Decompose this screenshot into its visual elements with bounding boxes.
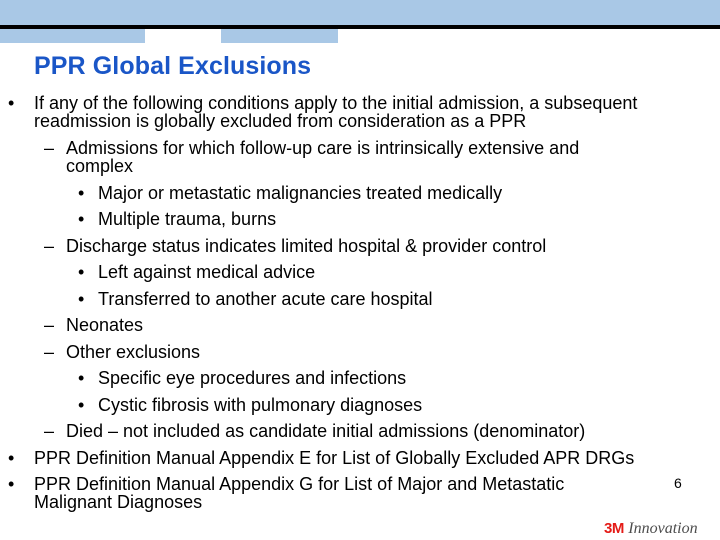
bullet-marker: • xyxy=(8,448,15,468)
bullet-marker: • xyxy=(8,93,15,113)
dash-marker: – xyxy=(44,421,55,441)
dash-marker: – xyxy=(44,315,55,335)
logo-mark: 3M xyxy=(604,520,624,537)
bullet-marker: • xyxy=(78,183,85,203)
bullet-3-line-1: PPR Definition Manual Appendix G for List of Major and Metastatic xyxy=(34,474,565,494)
sub-2-item-2: Transferred to another acute care hospital xyxy=(98,289,433,309)
bullet-marker: • xyxy=(78,395,85,415)
sub-1-line-1: Admissions for which follow-up care is intrinsically extensive and xyxy=(66,138,580,158)
sub-4-item-1: Specific eye procedures and infections xyxy=(98,368,407,388)
bullet-marker: • xyxy=(78,368,85,388)
bullet-marker: • xyxy=(78,289,85,309)
dash-marker: – xyxy=(44,342,55,362)
sub-4: Other exclusions xyxy=(66,342,201,362)
sub-4-item-2: Cystic fibrosis with pulmonary diagnoses xyxy=(98,395,423,415)
bullet-3-line-2: Malignant Diagnoses xyxy=(34,492,203,512)
sub-1-line-2: complex xyxy=(66,156,134,176)
sub-1-item-1: Major or metastatic malignancies treated medically xyxy=(98,183,503,203)
bullet-1-line-2: readmission is globally excluded from consideration as a PPR xyxy=(34,111,527,131)
slide-title: PPR Global Exclusions xyxy=(34,52,312,80)
header-tab-left xyxy=(0,29,145,43)
dash-marker: – xyxy=(44,236,55,256)
bullet-marker: • xyxy=(78,209,85,229)
header-band xyxy=(0,0,720,25)
dash-marker: – xyxy=(44,138,55,158)
sub-1-item-2: Multiple trauma, burns xyxy=(98,209,277,229)
sub-3: Neonates xyxy=(66,315,144,335)
sub-2-item-1: Left against medical advice xyxy=(98,262,316,282)
bullet-1-line-1: If any of the following conditions apply to the initial admission, a subsequent xyxy=(34,93,638,113)
page-number: 6 xyxy=(674,475,682,491)
bullet-marker: • xyxy=(78,262,85,282)
header-tab-right xyxy=(221,29,338,43)
bullet-2: PPR Definition Manual Appendix E for List of Globally Excluded APR DRGs xyxy=(34,448,635,468)
sub-5: Died – not included as candidate initial admissions (denominator) xyxy=(66,421,586,441)
logo-tagline: Innovation xyxy=(628,520,698,537)
sub-2: Discharge status indicates limited hospital & provider control xyxy=(66,236,547,256)
brand-logo xyxy=(604,520,698,538)
bullet-marker: • xyxy=(8,474,15,494)
